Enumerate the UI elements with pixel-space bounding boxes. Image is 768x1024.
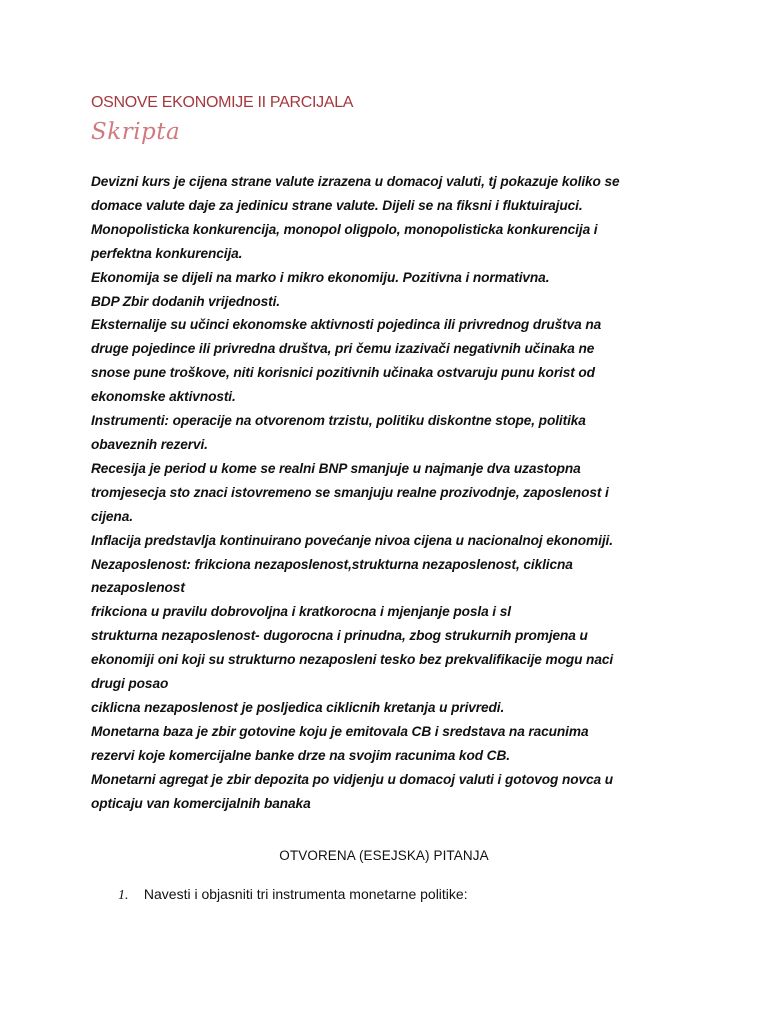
body-line: Eksternalije su učinci ekonomske aktivnosti pojedinca ili privrednog društva na — [91, 317, 602, 333]
body-line: Inflacija predstavlja kontinuirano povećanje nivoa cijena u nacionalnoj ekonomiji. — [91, 532, 613, 548]
body-line: strukturna nezaposlenost- dugorocna i prinudna, zbog strukurnih promjena u — [91, 628, 588, 644]
body-line: rezervi koje komercijalne banke drze na svojim racunima kod CB. — [91, 747, 510, 763]
body-line: Ekonomija se dijeli na marko i mikro ekonomiju. Pozitivna i normativna. — [91, 269, 550, 285]
body-line: snose pune troškove, niti korisnici pozitivnih učinaka ostvaruju punu korist od — [91, 365, 595, 381]
body-line: ciklicna nezaposlenost je posljedica ciklicnih kretanja u privredi. — [91, 699, 505, 715]
body-line: frikciona u pravilu dobrovoljna i kratkorocna i mjenjanje posla i sl — [91, 604, 511, 620]
page-subtitle: Skripta — [91, 119, 181, 145]
body-line: BDP Zbir dodanih vrijednosti. — [91, 293, 280, 309]
body-line: perfektna konkurencija. — [91, 245, 243, 261]
body-line: ekonomske aktivnosti. — [91, 389, 236, 405]
question-text: Navesti i objasniti tri instrumenta monetarne politike: — [143, 886, 468, 902]
body-line: Monetarna baza je zbir gotovine koju je emitovala CB i sredstava na racunima — [91, 723, 589, 739]
body-line: cijena. — [91, 508, 133, 524]
page-title: OSNOVE EKONOMIJE II PARCIJALA — [91, 94, 354, 111]
body-line: Devizni kurs je cijena strane valute izrazena u domacoj valuti, tj pokazuje koliko se — [91, 174, 620, 189]
body-line: druge pojedince ili privredna društva, pri čemu izazivači negativnih učinaka ne — [91, 341, 595, 357]
body-line: drugi posao — [91, 676, 169, 692]
body-line: Monopolisticka konkurencija, monopol oligpolo, monopolisticka konkurencija i — [91, 221, 598, 237]
body-line: opticaju van komercijalnih banaka — [91, 795, 311, 811]
body-text — [91, 170, 691, 815]
body-line: Instrumenti: operacije na otvorenom trzistu, politiku diskontne stope, politika — [91, 413, 586, 429]
body-line: nezaposlenost — [91, 580, 185, 596]
question-item — [118, 886, 468, 904]
section-heading: OTVORENA (ESEJSKA) PITANJA — [279, 848, 489, 863]
question-number: 1. — [118, 888, 129, 903]
body-line: Recesija je period u kome se realni BNP smanjuje u najmanje dva uzastopna — [91, 460, 581, 476]
body-line: ekonomiji oni koji su strukturno nezaposleni tesko bez prekvalifikacije mogu naci — [91, 652, 614, 668]
body-line: domace valute daje za jedinicu strane valute. Dijeli se na fiksni i fluktuirajuci. — [91, 197, 583, 213]
body-line: Nezaposlenost: frikciona nezaposlenost,strukturna nezaposlenost, ciklicna — [91, 556, 573, 572]
body-line: tromjesecja sto znaci istovremeno se smanjuju realne prozivodnje, zaposlenost i — [91, 484, 609, 500]
body-line: Monetarni agregat je zbir depozita po vidjenju u domacoj valuti i gotovog novca u — [91, 771, 613, 787]
body-line: obaveznih rezervi. — [91, 436, 208, 452]
